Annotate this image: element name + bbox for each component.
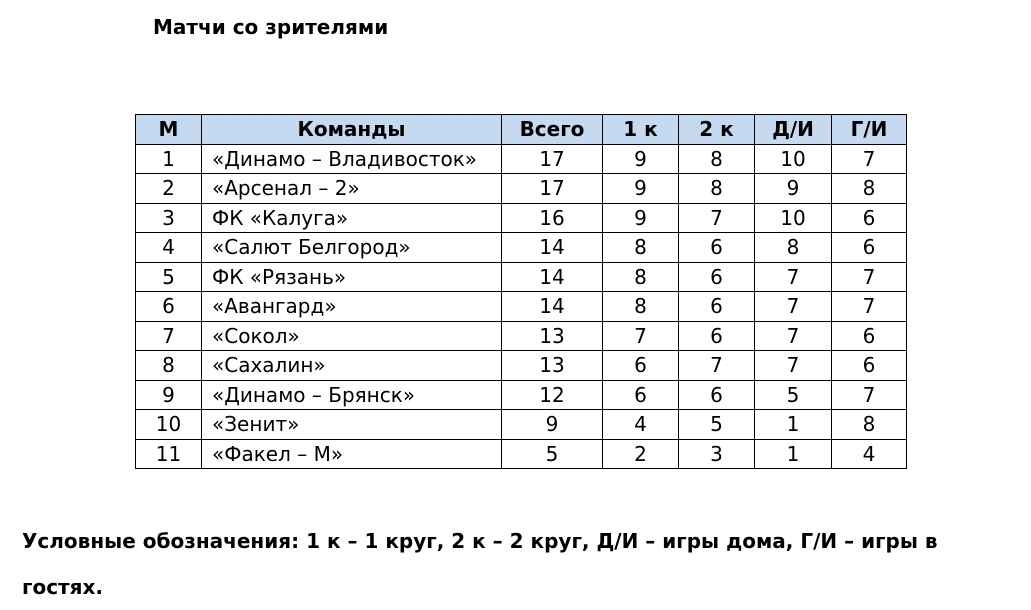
header-row <box>136 115 907 145</box>
cell-round-2: 6 <box>679 233 755 263</box>
table-body <box>136 144 907 469</box>
cell-place: 9 <box>136 380 202 410</box>
cell-home-games: 8 <box>755 233 832 263</box>
cell-home-games: 1 <box>755 439 832 469</box>
table-row <box>136 174 907 204</box>
table-row <box>136 144 907 174</box>
cell-place: 5 <box>136 262 202 292</box>
cell-round-1: 6 <box>603 380 679 410</box>
cell-round-2: 3 <box>679 439 755 469</box>
attendance-table <box>135 114 907 469</box>
cell-team: «Сокол» <box>202 321 502 351</box>
header-round-2: 2 к <box>679 115 755 145</box>
table-row <box>136 351 907 381</box>
cell-team: «Арсенал – 2» <box>202 174 502 204</box>
cell-round-1: 8 <box>603 233 679 263</box>
table-row <box>136 321 907 351</box>
cell-away-games: 7 <box>832 144 907 174</box>
cell-place: 8 <box>136 351 202 381</box>
cell-total: 5 <box>502 439 603 469</box>
cell-round-2: 8 <box>679 174 755 204</box>
cell-total: 14 <box>502 233 603 263</box>
cell-team: ФК «Калуга» <box>202 203 502 233</box>
cell-home-games: 10 <box>755 203 832 233</box>
header-home-games: Д/И <box>755 115 832 145</box>
table-row <box>136 203 907 233</box>
cell-away-games: 4 <box>832 439 907 469</box>
cell-away-games: 6 <box>832 321 907 351</box>
cell-round-2: 6 <box>679 380 755 410</box>
cell-total: 16 <box>502 203 603 233</box>
header-away-games: Г/И <box>832 115 907 145</box>
cell-place: 2 <box>136 174 202 204</box>
cell-round-1: 9 <box>603 203 679 233</box>
cell-away-games: 8 <box>832 410 907 440</box>
cell-home-games: 7 <box>755 351 832 381</box>
cell-place: 11 <box>136 439 202 469</box>
cell-round-1: 6 <box>603 351 679 381</box>
cell-round-2: 5 <box>679 410 755 440</box>
cell-round-1: 4 <box>603 410 679 440</box>
cell-away-games: 7 <box>832 292 907 322</box>
cell-team: «Динамо – Владивосток» <box>202 144 502 174</box>
cell-total: 9 <box>502 410 603 440</box>
table-row <box>136 410 907 440</box>
cell-total: 12 <box>502 380 603 410</box>
cell-place: 6 <box>136 292 202 322</box>
cell-away-games: 7 <box>832 262 907 292</box>
cell-away-games: 7 <box>832 380 907 410</box>
cell-round-1: 9 <box>603 144 679 174</box>
cell-place: 7 <box>136 321 202 351</box>
cell-away-games: 6 <box>832 233 907 263</box>
cell-team: «Зенит» <box>202 410 502 440</box>
cell-team: «Салют Белгород» <box>202 233 502 263</box>
cell-round-2: 8 <box>679 144 755 174</box>
cell-round-2: 6 <box>679 321 755 351</box>
cell-home-games: 7 <box>755 262 832 292</box>
cell-home-games: 10 <box>755 144 832 174</box>
cell-total: 17 <box>502 174 603 204</box>
table-row <box>136 380 907 410</box>
legend-note: Условные обозначения: 1 к – 1 круг, 2 к – 2 круг, Д/И – игры дома, Г/И – игры в гостях. <box>22 529 938 599</box>
header-round-1: 1 к <box>603 115 679 145</box>
cell-round-2: 7 <box>679 351 755 381</box>
cell-round-1: 9 <box>603 174 679 204</box>
table-row <box>136 262 907 292</box>
cell-total: 13 <box>502 351 603 381</box>
cell-home-games: 5 <box>755 380 832 410</box>
table-header <box>136 115 907 145</box>
table-row <box>136 233 907 263</box>
cell-place: 10 <box>136 410 202 440</box>
cell-round-1: 7 <box>603 321 679 351</box>
cell-total: 14 <box>502 262 603 292</box>
cell-total: 17 <box>502 144 603 174</box>
cell-round-2: 6 <box>679 262 755 292</box>
cell-place: 4 <box>136 233 202 263</box>
page-title: Матчи со зрителями <box>153 15 389 39</box>
cell-round-2: 6 <box>679 292 755 322</box>
cell-home-games: 7 <box>755 292 832 322</box>
cell-home-games: 1 <box>755 410 832 440</box>
cell-round-1: 8 <box>603 292 679 322</box>
cell-away-games: 8 <box>832 174 907 204</box>
table-row <box>136 439 907 469</box>
cell-away-games: 6 <box>832 203 907 233</box>
cell-away-games: 6 <box>832 351 907 381</box>
cell-home-games: 7 <box>755 321 832 351</box>
cell-total: 13 <box>502 321 603 351</box>
cell-round-2: 7 <box>679 203 755 233</box>
cell-round-1: 8 <box>603 262 679 292</box>
cell-team: «Динамо – Брянск» <box>202 380 502 410</box>
cell-team: «Сахалин» <box>202 351 502 381</box>
cell-total: 14 <box>502 292 603 322</box>
cell-place: 3 <box>136 203 202 233</box>
cell-team: ФК «Рязань» <box>202 262 502 292</box>
cell-team: «Авангард» <box>202 292 502 322</box>
cell-place: 1 <box>136 144 202 174</box>
cell-home-games: 9 <box>755 174 832 204</box>
header-teams: Команды <box>202 115 502 145</box>
header-place: М <box>136 115 202 145</box>
table-row <box>136 292 907 322</box>
header-total: Всего <box>502 115 603 145</box>
cell-team: «Факел – М» <box>202 439 502 469</box>
cell-round-1: 2 <box>603 439 679 469</box>
